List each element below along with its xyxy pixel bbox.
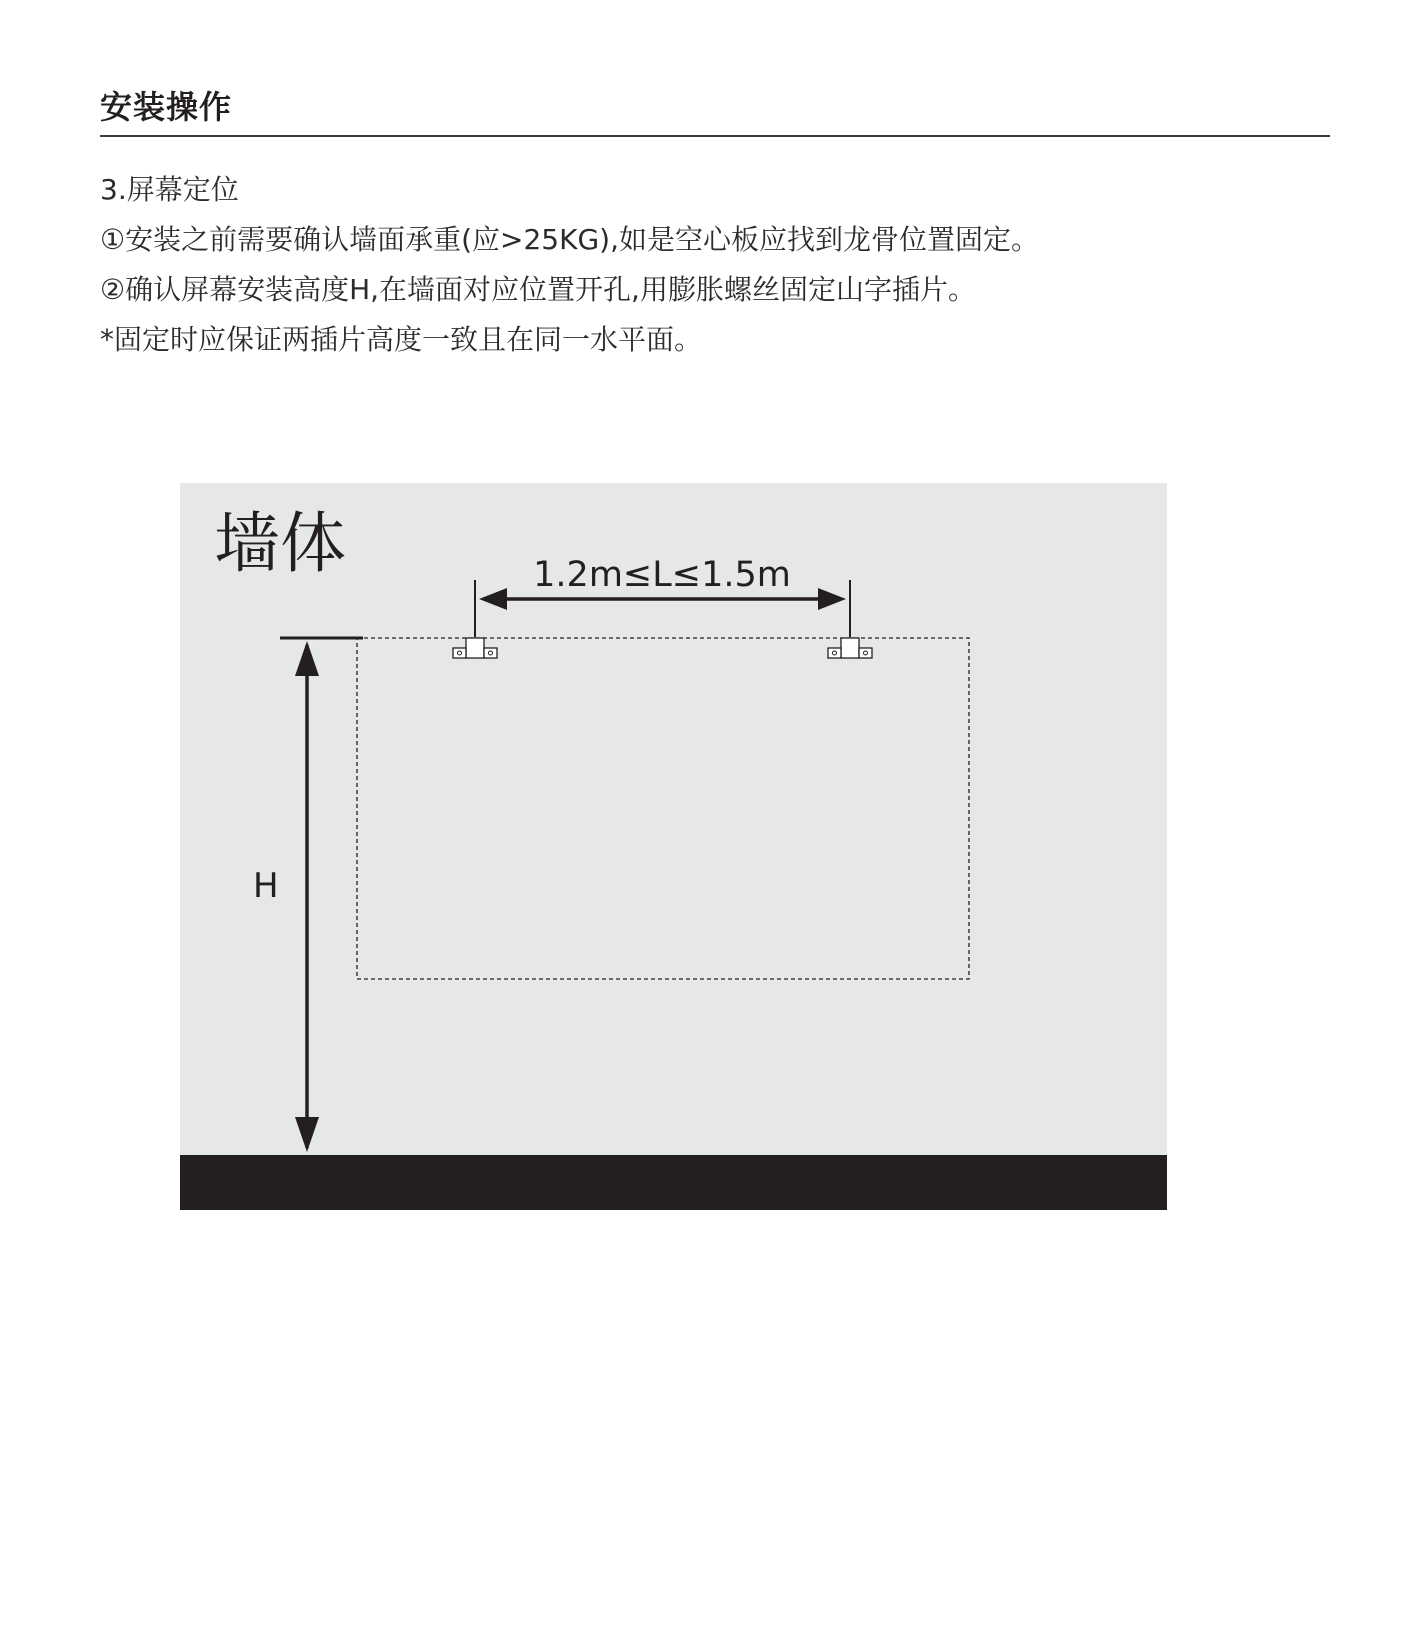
instruction-note: *固定时应保证两插片高度一致且在同一水平面。 xyxy=(100,323,703,356)
height-label: H xyxy=(253,866,279,906)
floor-slab xyxy=(180,1155,1167,1210)
section-title: 安装操作 xyxy=(100,88,233,126)
instruction-block xyxy=(100,165,1330,365)
screen-positioning-diagram xyxy=(180,483,1167,1212)
wall-label: 墙体 xyxy=(214,505,346,582)
instruction-line-1: ①安装之前需要确认墙面承重(应>25KG),如是空心板应找到龙骨位置固定。 xyxy=(100,223,1040,256)
step-heading: 3.屏幕定位 xyxy=(100,173,239,206)
title-divider xyxy=(100,135,1330,137)
instruction-line-2: ②确认屏幕安装高度H,在墙面对应位置开孔,用膨胀螺丝固定山字插片。 xyxy=(100,273,976,306)
spacing-label: 1.2m≤L≤1.5m xyxy=(533,555,791,595)
diagram-svg xyxy=(180,483,1167,1212)
